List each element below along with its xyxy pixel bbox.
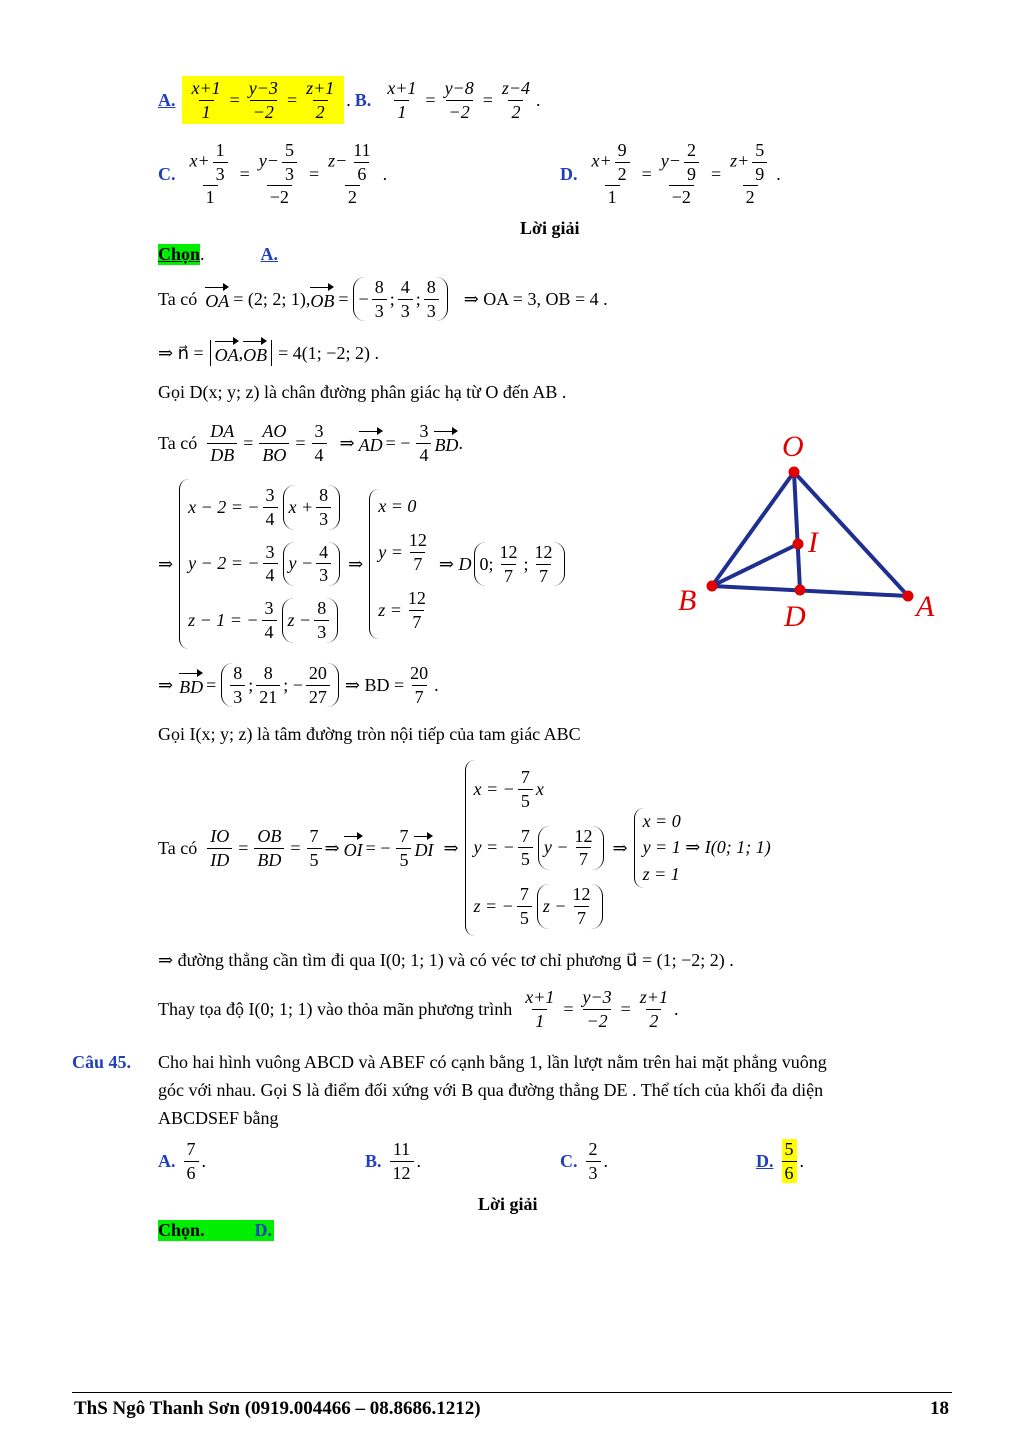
chon2-answer: D. [254, 1220, 273, 1240]
edge-ba [712, 586, 908, 596]
goi-i: Gọi I(x; y; z) là tâm đường tròn nội tiếp của tam giác ABC [158, 724, 581, 744]
option-a-equation: $\frac{x+1}{1}$ = $\frac{y-3}{-2}$ = $\frac{z+1}{2}$ [182, 76, 345, 124]
solution-title: Lời giải [520, 218, 580, 238]
ratio-da-db: Ta có $\frac{DA}{DB}$ = $\frac{AO}{BO}$ = $\frac{3}{4}$ ⇒ AD = − $\frac{3}{4}$ BD . [158, 420, 463, 465]
q45-option-a[interactable]: A. $\frac{7}{6}$ . [158, 1138, 206, 1183]
option-a-label[interactable]: A. [158, 89, 176, 110]
chosen-answer-2 [158, 1220, 274, 1241]
point-i [793, 539, 804, 550]
footer-author: ThS Ngô Thanh Sơn (0919.004466 – 08.8686.1212) [74, 1398, 481, 1419]
system-i: Ta có $\frac{IO}{ID}$ = $\frac{OB}{BD}$ = $\frac{7}{5}$ ⇒ OI = − $\frac{7}{5}$ DI ⇒ x = − $\frac{7}{5}$ x y = − $\frac{7}{5}$ y − $\frac{12}{7}$ z = − $\frac{7}{5}$ z − $\frac{12}{7}$ ⇒ x = 0 y = 1 ⇒ I(0; 1; 1) z = 1 [158, 758, 777, 938]
chon-answer: A. [260, 244, 279, 264]
label-d: D [784, 600, 806, 633]
page-number: 18 [930, 1398, 949, 1419]
label-a: A [916, 590, 935, 623]
option-c-equation: x+ $\frac{1}{3}$ 1 = y− $\frac{5}{3}$ −2 = z− $\frac{11}{6}$ 2 . [189, 139, 388, 208]
option-c-label[interactable]: C. [158, 163, 176, 184]
vector-bd: ⇒ BD = $\frac{8}{3}$ ; $\frac{8}{21}$ ; − $\frac{20}{27}$ ⇒ BD = $\frac{20}{7}$ . [158, 662, 439, 707]
check-equation: Thay tọa độ I(0; 1; 1) vào thỏa mãn phương trình $\frac{x+1}{1}$ = $\frac{y-3}{-2}$ = $\frac{z+1}{2}$ . [158, 986, 679, 1031]
system-d: ⇒ x − 2 = − $\frac{3}{4}$ x + $\frac{8}{3}$ y − 2 = − $\frac{3}{4}$ y − $\frac{4}{3}$ z − 1 = − $\frac{3}{4}$ z − $\frac{8}{3}$ ⇒ x = 0 y = $\frac{12}{7}$ z = $\frac{12}{7}$ ⇒ D 0; $\frac{12}{7}$ ; $\frac{12}{7}$ [158, 476, 567, 652]
question-line-1: Cho hai hình vuông ABCD và ABEF có cạnh bằng 1, lần lượt nằm trên hai mặt phẳng vuông [158, 1052, 827, 1072]
label-i: I [808, 526, 818, 559]
question-number: Câu 45. [72, 1052, 132, 1072]
option-d-label[interactable]: D. [560, 163, 578, 184]
option-d-equation: x+ $\frac{9}{2}$ 1 = y− $\frac{2}{9}$ −2 = z+ $\frac{5}{9}$ 2 . [591, 139, 781, 208]
question-line-3: ABCDSEF bằng [158, 1108, 279, 1128]
option-b-label[interactable]: B. [354, 89, 372, 110]
q45-option-c[interactable]: C. $\frac{2}{3}$ . [560, 1138, 608, 1183]
chosen-answer: Chọn . A. [158, 244, 279, 264]
edge-ob [712, 472, 794, 586]
option-row-c [158, 134, 387, 214]
chon2-label: Chọn. [158, 1220, 205, 1240]
option-b-equation: $\frac{x+1}{1}$ = $\frac{y-8}{-2}$ = $\frac{z-4}{2}$ . [387, 77, 541, 122]
q45-option-d[interactable]: D. $\frac{5}{6}$ . [756, 1138, 804, 1183]
point-d [795, 585, 806, 596]
point-b [707, 581, 718, 592]
normal-vector: ⇒ n⃗ = OA , OB = 4(1; −2; 2) . [158, 338, 379, 368]
footer-rule [72, 1392, 952, 1393]
point-a [903, 591, 914, 602]
vectors-oa-ob: Ta có OA = (2; 2; 1), OB = − $\frac{8}{3}$ ; $\frac{4}{3}$ ; $\frac{8}{3}$ ⇒ OA = 3, OB = 4 . [158, 276, 608, 321]
triangle-figure [660, 420, 960, 640]
goi-d: Gọi D(x; y; z) là chân đường phân giác hạ từ O đến AB . [158, 382, 567, 402]
label-b: B [678, 584, 697, 617]
line-direction: ⇒ đường thẳng cần tìm đi qua I(0; 1; 1) và có véc tơ chỉ phương u⃗ = (1; −2; 2) . [158, 950, 734, 970]
option-row-ab: A. $\frac{x+1}{1}$ = $\frac{y-3}{-2}$ = $\frac{z+1}{2}$ . B. $\frac{x+1}{1}$ = $\frac{y-8}{-2}$ = $\frac{z-4}{2}$ . [158, 72, 541, 128]
question-line-2: góc với nhau. Gọi S là điểm đối xứng với B qua đường thẳng DE . Thể tích của khối đa diện [158, 1080, 824, 1100]
q45-option-b[interactable]: B. $\frac{11}{12}$ . [365, 1138, 422, 1183]
point-o [789, 467, 800, 478]
edge-od [794, 472, 800, 590]
label-o: O [782, 430, 804, 463]
chon-label: Chọn [158, 244, 201, 264]
solution2-title: Lời giải [478, 1194, 538, 1214]
option-row-d [560, 134, 781, 214]
